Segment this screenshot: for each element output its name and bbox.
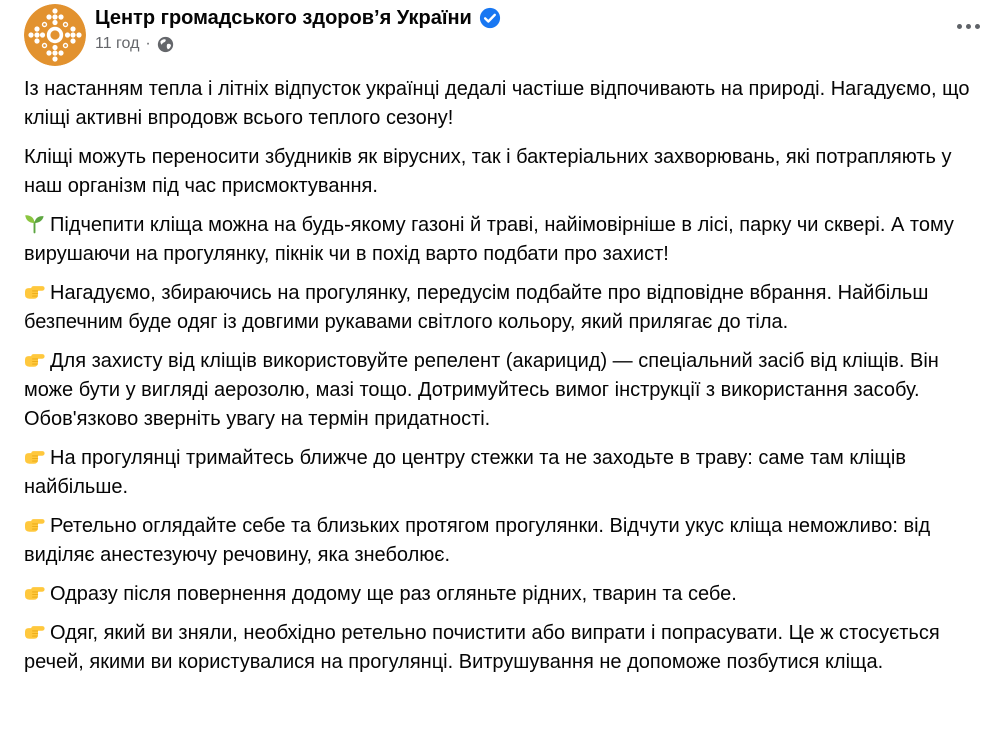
post-paragraph	[24, 512, 992, 570]
post-paragraph	[24, 75, 992, 133]
pointing-right-icon	[24, 349, 45, 370]
paragraph-text: Одяг, який ви зняли, необхідно ретельно почистити або випрати і попрасувати. Це ж стосується речей, якими ви користувалися на прогулянці. Витрушування не допоможе позбутися кліща.	[24, 622, 940, 673]
pointing-right-icon	[24, 514, 45, 535]
avatar[interactable]	[24, 4, 86, 66]
post-paragraph	[24, 211, 992, 269]
paragraph-text: Кліщі можуть переносити збудників як вірусних, так і бактеріальних захворювань, які потрапляють у наш організм під час присмоктування.	[24, 146, 952, 197]
paragraph-text: На прогулянці тримайтесь ближче до центру стежки та не заходьте в траву: саме там кліщів найбільше.	[24, 447, 906, 498]
title-row	[95, 5, 501, 31]
ellipsis-icon	[966, 24, 971, 29]
paragraph-text: Ретельно оглядайте себе та близьких протягом прогулянки. Відчути укус кліща неможливо: від виділяє анестезуючу речовину, яка знеболює.	[24, 515, 931, 566]
post-paragraph	[24, 347, 992, 434]
post-meta	[95, 34, 501, 54]
post-paragraph	[24, 143, 992, 201]
timestamp[interactable]: 11 год	[95, 35, 140, 52]
verified-badge-icon	[479, 7, 501, 29]
post-header	[0, 0, 1004, 66]
seedling-icon	[24, 213, 45, 234]
globe-audience-icon	[157, 36, 174, 53]
pointing-right-icon	[24, 281, 45, 302]
ellipsis-icon	[957, 24, 962, 29]
post-paragraph	[24, 619, 992, 677]
paragraph-text: Із настанням тепла і літніх відпусток українці дедалі частіше відпочивають на природі. Нагадуємо, що кліщі активні впродовж всього теплого сезону!	[24, 78, 970, 129]
pointing-right-icon	[24, 582, 45, 603]
pointing-right-icon	[24, 446, 45, 467]
paragraph-text: Підчепити кліща можна на будь-якому газоні й траві, найімовірніше в лісі, парку чи сквері. А тому вирушаючи на прогулянку, пікнік чи в похід варто подбати про захист!	[24, 214, 954, 265]
ellipsis-icon	[975, 24, 980, 29]
phc-logo-icon	[24, 4, 86, 66]
post-menu-button[interactable]	[949, 14, 988, 39]
post-paragraph	[24, 279, 992, 337]
paragraph-text: Нагадуємо, збираючись на прогулянку, передусім подбайте про відповідне вбрання. Найбільш безпечним буде одяг із довгими рукавами світлого кольору, який прилягає до тіла.	[24, 282, 929, 333]
post-paragraph	[24, 444, 992, 502]
header-text	[95, 4, 501, 54]
pointing-right-icon	[24, 621, 45, 642]
paragraph-text: Для захисту від кліщів використовуйте репелент (акарицид) — спеціальний засіб від кліщів. Він може бути у вигляді аерозолю, мазі тощо. Дотримуйтесь вимог інструкції з використання засобу. Обов'язково зверніть увагу на термін придатності.	[24, 350, 939, 430]
page-name-link[interactable]: Центр громадського здоров’я України	[95, 7, 472, 29]
dot-separator: ·	[145, 35, 151, 52]
post-paragraph	[24, 580, 992, 609]
paragraph-text: Одразу після повернення додому ще раз огляньте рідних, тварин та себе.	[50, 583, 737, 605]
post-body	[0, 66, 1004, 677]
